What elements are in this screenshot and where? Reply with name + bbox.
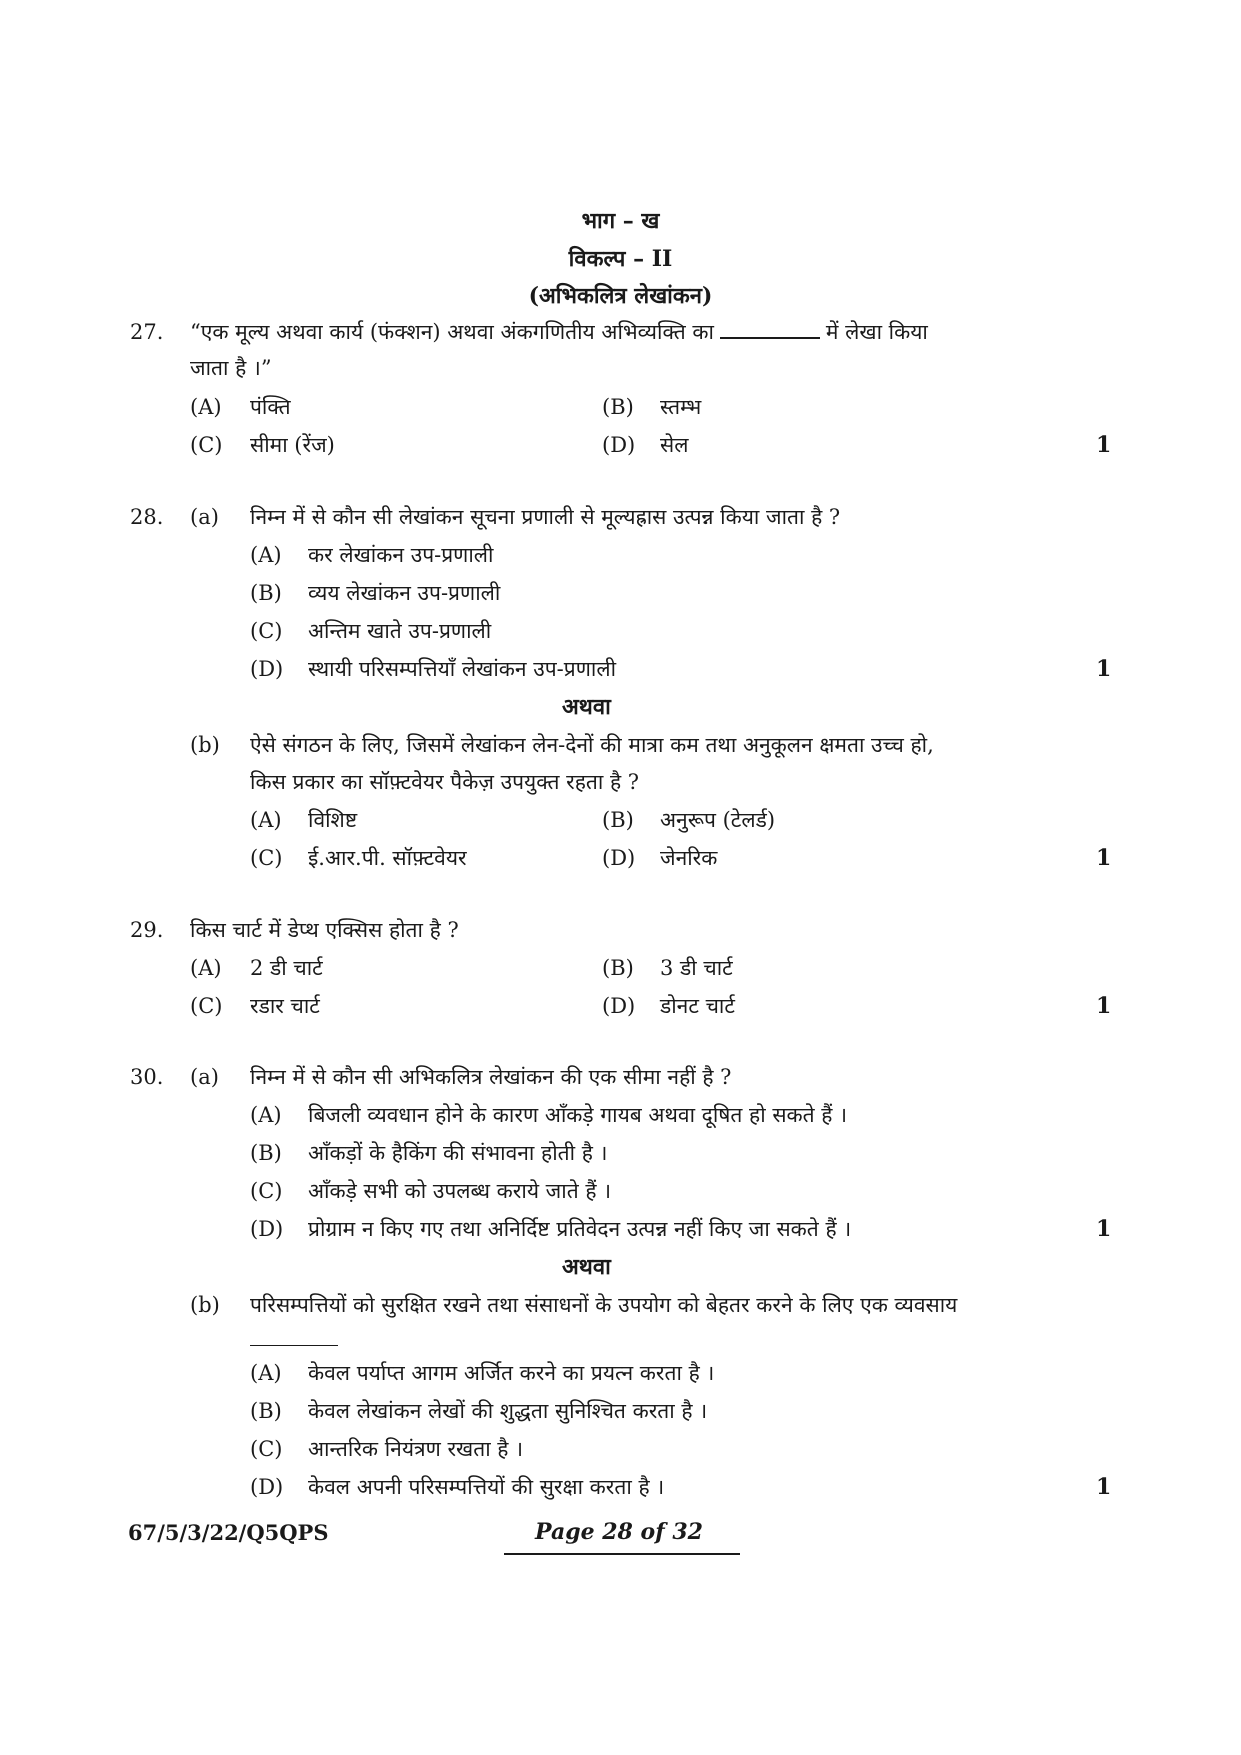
option-text: केवल पर्याप्त आगम अर्जित करने का प्रयत्न करता है । bbox=[308, 1361, 715, 1385]
question-text: निम्न में से कौन सी लेखांकन सूचना प्रणाली से मूल्यह्रास उत्पन्न किया जाता है ? bbox=[250, 505, 841, 529]
option-label: (C) bbox=[250, 846, 283, 870]
question-number: 29. bbox=[130, 918, 164, 942]
option-label: (C) bbox=[250, 1179, 283, 1203]
page-underline bbox=[504, 1553, 740, 1555]
option-label: (D) bbox=[602, 994, 636, 1018]
option-label: (B) bbox=[602, 808, 634, 832]
option-label: (D) bbox=[250, 657, 284, 681]
question-text-part: “एक मूल्य अथवा कार्य (फंक्शन) अथवा अंकगणितीय अभिव्यक्ति का bbox=[190, 320, 714, 344]
option-label: (B) bbox=[602, 956, 634, 980]
option-text: 2 डी चार्ट bbox=[250, 956, 323, 980]
question-text: किस चार्ट में डेप्थ एक्सिस होता है ? bbox=[190, 918, 459, 942]
subpart-label: (b) bbox=[190, 733, 220, 757]
option-text: स्तम्भ bbox=[660, 395, 702, 419]
option-title: विकल्प – II bbox=[568, 246, 673, 272]
subpart-label: (a) bbox=[190, 505, 219, 529]
question-text-cont: किस प्रकार का सॉफ़्टवेयर पैकेज़ उपयुक्त रहता है ? bbox=[250, 770, 640, 794]
option-label: (C) bbox=[190, 433, 223, 457]
option-label: (A) bbox=[190, 956, 222, 980]
option-label: (D) bbox=[250, 1217, 284, 1241]
question-text-part: में लेखा किया bbox=[825, 320, 928, 344]
blank-line bbox=[720, 319, 820, 339]
option-text: 3 डी चार्ट bbox=[660, 956, 733, 980]
option-text: आन्तरिक नियंत्रण रखता है । bbox=[308, 1437, 524, 1461]
section-title: भाग – ख bbox=[581, 208, 660, 234]
option-text: डोनट चार्ट bbox=[660, 994, 735, 1018]
option-text: रडार चार्ट bbox=[250, 994, 320, 1018]
question-text: निम्न में से कौन सी अभिकलित्र लेखांकन की एक सीमा नहीं है ? bbox=[250, 1065, 732, 1089]
or-separator: अथवा bbox=[562, 1254, 611, 1280]
option-text: बिजली व्यवधान होने के कारण आँकड़े गायब अथवा दूषित हो सकते हैं । bbox=[308, 1103, 848, 1127]
option-text: अन्तिम खाते उप-प्रणाली bbox=[308, 619, 492, 643]
option-text: व्यय लेखांकन उप-प्रणाली bbox=[308, 581, 501, 605]
question-text: परिसम्पत्तियों को सुरक्षित रखने तथा संसाधनों के उपयोग को बेहतर करने के लिए एक व्यवसाय bbox=[250, 1293, 958, 1317]
option-label: (A) bbox=[250, 1103, 282, 1127]
marks: 1 bbox=[1096, 656, 1112, 682]
marks: 1 bbox=[1096, 1474, 1112, 1500]
option-text: कर लेखांकन उप-प्रणाली bbox=[308, 543, 494, 567]
question-text-cont: जाता है ।” bbox=[190, 356, 272, 380]
option-label: (A) bbox=[250, 808, 282, 832]
option-label: (C) bbox=[190, 994, 223, 1018]
page-number: Page 28 of 32 bbox=[535, 1519, 703, 1545]
option-label: (A) bbox=[250, 1361, 282, 1385]
question-number: 27. bbox=[130, 320, 164, 344]
option-text: पंक्ति bbox=[250, 395, 291, 419]
option-label: (D) bbox=[602, 846, 636, 870]
or-separator: अथवा bbox=[562, 694, 611, 720]
option-text: केवल अपनी परिसम्पत्तियों की सुरक्षा करता है । bbox=[308, 1475, 665, 1499]
option-label: (A) bbox=[190, 395, 222, 419]
option-text: सेल bbox=[660, 433, 689, 457]
marks: 1 bbox=[1096, 845, 1112, 871]
question-text: ऐसे संगठन के लिए, जिसमें लेखांकन लेन-देनों की मात्रा कम तथा अनुकूलन क्षमता उच्च हो, bbox=[250, 733, 934, 757]
subject-title: (अभिकलित्र लेखांकन) bbox=[528, 283, 713, 309]
option-label: (C) bbox=[250, 619, 283, 643]
subpart-label: (b) bbox=[190, 1293, 220, 1317]
option-text: आँकड़े सभी को उपलब्ध कराये जाते हैं । bbox=[308, 1179, 612, 1203]
option-label: (A) bbox=[250, 543, 282, 567]
option-text: सीमा (रेंज) bbox=[250, 433, 335, 457]
option-text: अनुरूप (टेलर्ड) bbox=[660, 808, 776, 832]
question-text bbox=[190, 317, 928, 347]
option-text: आँकड़ों के हैकिंग की संभावना होती है । bbox=[308, 1141, 608, 1165]
option-label: (D) bbox=[250, 1475, 284, 1499]
option-text: ई.आर.पी. सॉफ़्टवेयर bbox=[308, 846, 467, 870]
question-number: 28. bbox=[130, 505, 164, 529]
option-text: स्थायी परिसम्पत्तियाँ लेखांकन उप-प्रणाली bbox=[308, 657, 617, 681]
marks: 1 bbox=[1096, 432, 1112, 458]
option-label: (D) bbox=[602, 433, 636, 457]
option-label: (B) bbox=[250, 1399, 282, 1423]
question-number: 30. bbox=[130, 1065, 164, 1089]
marks: 1 bbox=[1096, 993, 1112, 1019]
option-label: (B) bbox=[602, 395, 634, 419]
marks: 1 bbox=[1096, 1216, 1112, 1242]
option-text: जेनरिक bbox=[660, 846, 718, 870]
option-text: केवल लेखांकन लेखों की शुद्धता सुनिश्चित करता है । bbox=[308, 1399, 708, 1423]
option-label: (B) bbox=[250, 581, 282, 605]
blank-line bbox=[250, 1345, 338, 1346]
paper-code: 67/5/3/22/Q5QPS bbox=[128, 1520, 329, 1545]
option-text: प्रोग्राम न किए गए तथा अनिर्दिष्ट प्रतिवेदन उत्पन्न नहीं किए जा सकते हैं । bbox=[308, 1217, 852, 1241]
option-label: (B) bbox=[250, 1141, 282, 1165]
option-text: विशिष्ट bbox=[308, 808, 358, 832]
option-label: (C) bbox=[250, 1437, 283, 1461]
subpart-label: (a) bbox=[190, 1065, 219, 1089]
